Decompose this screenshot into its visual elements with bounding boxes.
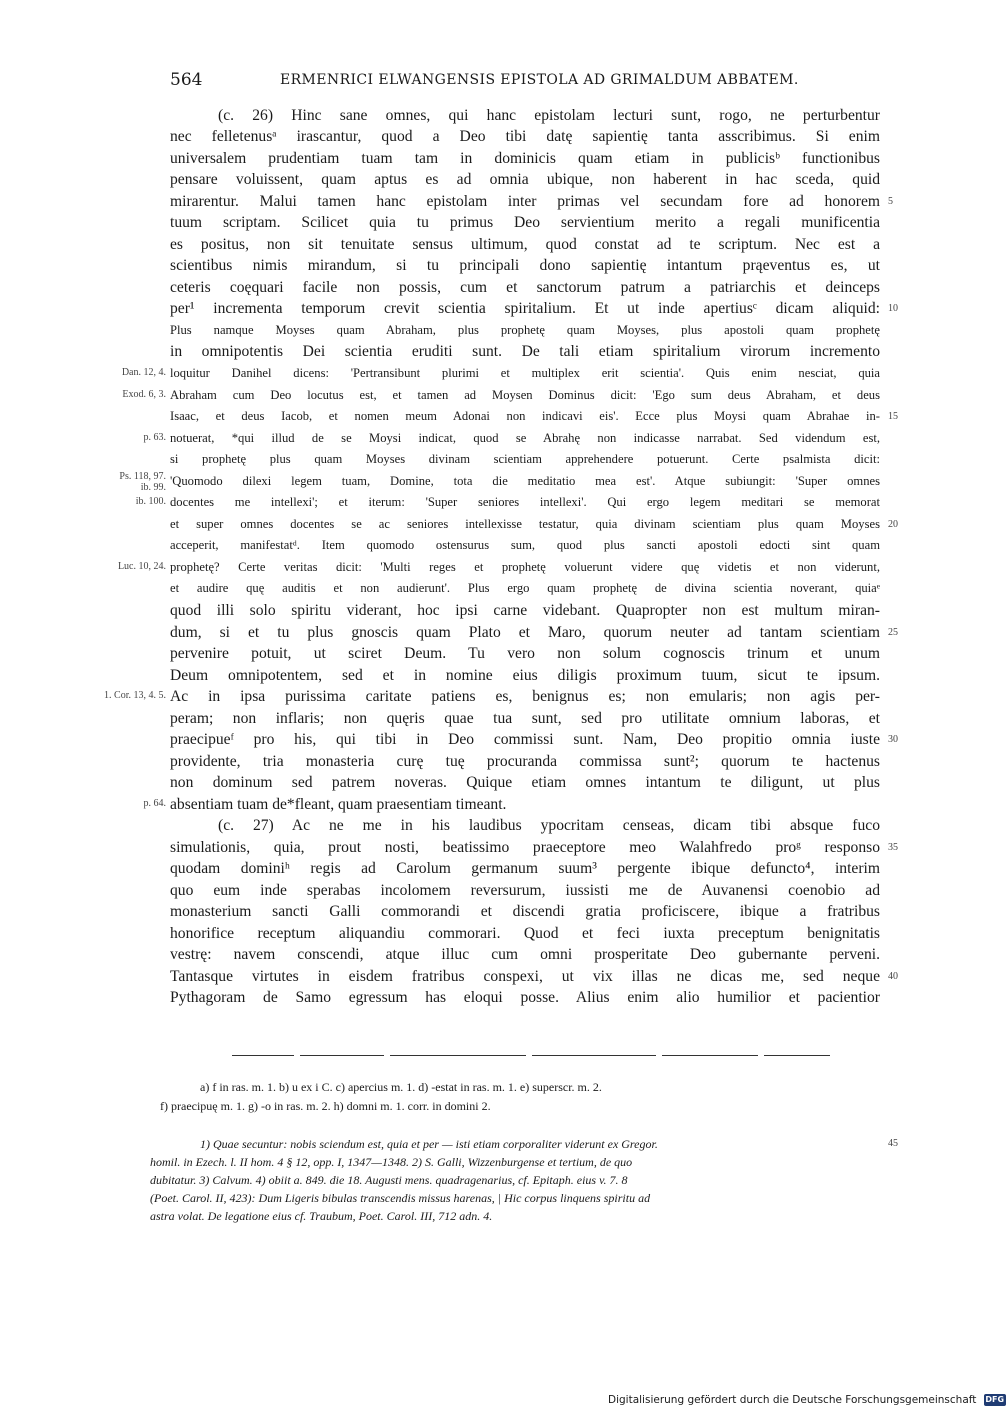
margin-reference: p. 63. bbox=[143, 432, 166, 443]
footnote-line: 1) Quae secuntur: nobis sciendum est, quia et per — isti etiam corporaliter viderunt ex Gregor. bbox=[200, 1137, 658, 1151]
footnote-line: homil. in Ezech. l. II hom. 4 § 12, opp. I, 1347—1348. 2) S. Galli, Wizzenburgense et tertium, de quo bbox=[150, 1155, 633, 1169]
footnote-line: dubitatur. 3) Calvum. 4) obiit a. 849. die 18. Augusti mens. quadragenarius, cf. Epitaph. eius v. 7. 8 bbox=[150, 1173, 628, 1187]
text-line: peram; non inflaris; non quęris quae tua sunt, sed pro utilitate omnium laboras, et bbox=[170, 710, 880, 727]
line-number: 15 bbox=[888, 411, 898, 422]
line-number: 20 bbox=[888, 519, 898, 530]
separator-rule bbox=[232, 1055, 294, 1056]
text-line: loquitur Danihel dicens: 'Pertransibunt plurimi et multiplex erit scientia'. Quis enim nesciat, quia bbox=[170, 366, 880, 380]
text-line: (c. 26) Hinc sane omnes, qui hanc epistolam lecturi sunt, rogo, ne perturbentur bbox=[218, 107, 880, 124]
text-line: in omnipotentis Dei scientia eruditi sunt. De tali etiam spiritalium virorum incremento bbox=[170, 343, 880, 360]
page-header bbox=[170, 70, 870, 92]
separator-rule bbox=[390, 1055, 526, 1056]
text-line: vestrę: navem conscendi, atque illuc cum omni prosperitate Deo gubernante perveni. bbox=[170, 946, 880, 963]
line-number: 30 bbox=[888, 734, 898, 745]
text-line: universalem prudentiam tuam tam in dominicis quam etiam in publicisᵇ functionibus bbox=[170, 150, 880, 167]
margin-reference: Ps. 118, 97. bbox=[119, 471, 166, 482]
text-line: quo eum inde sperabas incolomem reversurum, iussisti me de Auvanensi coenobio ad bbox=[170, 882, 880, 899]
text-line: mirarentur. Malui tamen hanc epistolam inter primas vel secundam fore ad honorem bbox=[170, 193, 880, 210]
text-line: non dominum sed patrem noveras. Quique etiam omnes intantum te diligunt, ut plus bbox=[170, 774, 880, 791]
credit-text: Digitalisierung gefördert durch die Deutsche Forschungsgemeinschaft bbox=[608, 1394, 977, 1406]
digitization-credit bbox=[608, 1394, 1005, 1410]
text-line: tuum scriptam. Scilicet quia tu primus Deo servientium merito a regali munificentia bbox=[170, 214, 880, 231]
line-number: 45 bbox=[888, 1138, 898, 1149]
line-number: 25 bbox=[888, 627, 898, 638]
text-line: et super omnes docentes se ac seniores intellexisse testatur, quia divinam scientiam plus quam Moyses bbox=[170, 517, 880, 531]
margin-reference: ib. 100. bbox=[135, 496, 166, 507]
text-line: pervenire potuit, ut sciret Deum. Tu vero non solum cognoscis trinum et unum bbox=[170, 645, 880, 662]
text-line: quodam dominiʰ regis ad Carolum germanum suum³ pergente ibique defuncto⁴, interim bbox=[170, 860, 880, 877]
text-line: Tantasque virtutes in eisdem fratribus conspexi, ut vix illas ne dicas me, sed neque bbox=[170, 968, 880, 985]
text-line: et audire quę auditis et non audierunt'. Plus ergo quam prophetę de divina scientia noverant, quiaᵉ bbox=[170, 581, 880, 595]
text-line: providente, tria monasteria curę tuę procuranda commissa sunt²; quorum te hactenus bbox=[170, 753, 880, 770]
text-line: Pythagoram de Samo egressum has eloqui posse. Alius enim alio humilior et pacientior bbox=[170, 989, 880, 1006]
variant-line: f) praecipuę m. 1. g) -o in ras. m. 2. h) domni m. 1. corr. in domini 2. bbox=[160, 1099, 491, 1113]
text-line: monasterium sancti Galli commorandi et discendi gratia proficiscere, ibique a fratribus bbox=[170, 903, 880, 920]
text-line: (c. 27) Ac ne me in his laudibus ypocritam censeas, dicam tibi absque fuco bbox=[218, 817, 880, 834]
variant-line: a) f in ras. m. 1. b) u ex i C. c) apercius m. 1. d) -estat in ras. m. 1. e) superscr. m. 2. bbox=[200, 1080, 602, 1094]
text-line: simulationis, quia, prout nosti, beatissimo praeceptore meo Walahfredo proᵍ responso bbox=[170, 839, 880, 856]
separator-rule bbox=[764, 1055, 830, 1056]
text-line: Abraham cum Deo locutus est, et tamen ad Moysen Dominus dicit: 'Ego sum deus Abraham, et deus bbox=[170, 388, 880, 402]
text-line: Isaac, et deus Iacob, et nomen meum Adonai non indicavi eis'. Ecce plus Moysi quam Abrahae in- bbox=[170, 409, 880, 423]
margin-reference: Dan. 12, 4. bbox=[121, 367, 166, 378]
text-line: Plus namque Moyses quam Abraham, plus prophetę quam Moyses, plus apostoli quam prophetę bbox=[170, 323, 880, 337]
footnote-line: astra volat. De legatione eius cf. Traubum, Poet. Carol. III, 712 adn. 4. bbox=[150, 1209, 493, 1223]
text-line: docentes me intellexi'; et iterum: 'Super seniores intellexi'. Qui ergo legem meditari se memorat bbox=[170, 495, 880, 509]
margin-reference: Luc. 10, 24. bbox=[117, 561, 166, 572]
text-line: scientibus nimis mirandum, si tu principali dono sapientię intantum prąeventus es, ut bbox=[170, 257, 880, 274]
line-number: 35 bbox=[888, 842, 898, 853]
text-line: quod illi solo spiritu viderant, hoc ipsi carne videbant. Quapropter non est multum miran- bbox=[170, 602, 880, 619]
dfg-logo-icon: DFG bbox=[985, 1395, 1005, 1404]
margin-reference: ib. 99. bbox=[140, 482, 166, 493]
footnote-line: (Poet. Carol. II, 423): Dum Ligeris bibulas transcendis missus harenas, | Hic corpus linquens spiritu ad bbox=[150, 1191, 651, 1205]
text-line: si prophetę plus quam Moyses divinam scientiam apprehendere potuerunt. Certe psalmista dicit: bbox=[170, 452, 880, 466]
separator-rule bbox=[532, 1055, 656, 1056]
line-number: 40 bbox=[888, 971, 898, 982]
line-number: 5 bbox=[888, 196, 893, 207]
text-line: nec felletenusᵃ irascantur, quod a Deo tibi datę sapientię tanta asscribimus. Si enim bbox=[170, 128, 880, 145]
text-line: 'Quomodo dilexi legem tuam, Domine, tota die meditatio mea est'. Atque subiungit: 'Super omnes bbox=[170, 474, 880, 488]
text-line: dum, si et tu plus gnoscis quam Plato et Maro, quorum neuter ad tantam scientiam bbox=[170, 624, 880, 641]
separator-rule bbox=[300, 1055, 384, 1056]
text-line: prophetę? Certe veritas dicit: 'Multi reges et prophetę voluerunt videre quę videtis et non viderunt, bbox=[170, 560, 880, 574]
text-line: pensare voluissent, quam aptus es ad omnia ubique, non haberent in hac sceda, quid bbox=[170, 171, 880, 188]
text-line: acceperit, manifestatᵈ. Item quomodo ostensurus sum, quod plus sancti apostoli edocti sint quam bbox=[170, 538, 880, 552]
text-line: per¹ incrementa temporum crevit scientia spiritalium. Et ut inde apertiusᶜ dicam aliquid: bbox=[170, 300, 880, 317]
text-line: notuerat, *qui illud de se Moysi indicat, quod se Abrahę non indicasse narrabat. Sed videndum est, bbox=[170, 431, 880, 445]
text-line: Ac in ipsa purissima caritate patiens es, benignus es; non emularis; non agis per- bbox=[170, 688, 880, 705]
margin-reference: Exod. 6, 3. bbox=[122, 389, 166, 400]
margin-reference: p. 64. bbox=[143, 798, 166, 809]
text-line: es positus, non sit tenuitate sensus ultimum, quod constat ad te scriptum. Nec est a bbox=[170, 236, 880, 253]
text-line: Deum omnipotentem, sed et in nomine eius diligis proximum tuum, sicut te ipsum. bbox=[170, 667, 880, 684]
text-line: praecipueᶠ pro his, qui tibi in Deo commissi sunt. Nam, Deo propitio omnia iuste bbox=[170, 731, 880, 748]
text-line: ceteris coęquari facile non possis, cum et sanctorum patrum a patriarchis et deinceps bbox=[170, 279, 880, 296]
margin-reference: 1. Cor. 13, 4. 5. bbox=[104, 690, 166, 701]
separator-rule bbox=[662, 1055, 758, 1056]
page-number: 564 bbox=[170, 70, 203, 90]
line-number: 10 bbox=[888, 303, 898, 314]
running-title: ERMENRICI ELWANGENSIS EPISTOLA AD GRIMALDUM ABBATEM. bbox=[280, 72, 799, 88]
text-line: absentiam tuam de*fleant, quam praesentiam timeant. bbox=[170, 796, 507, 813]
text-line: honorifice receptum aliquandiu commorari. Quod et feci iuxta preceptum benignitatis bbox=[170, 925, 880, 942]
